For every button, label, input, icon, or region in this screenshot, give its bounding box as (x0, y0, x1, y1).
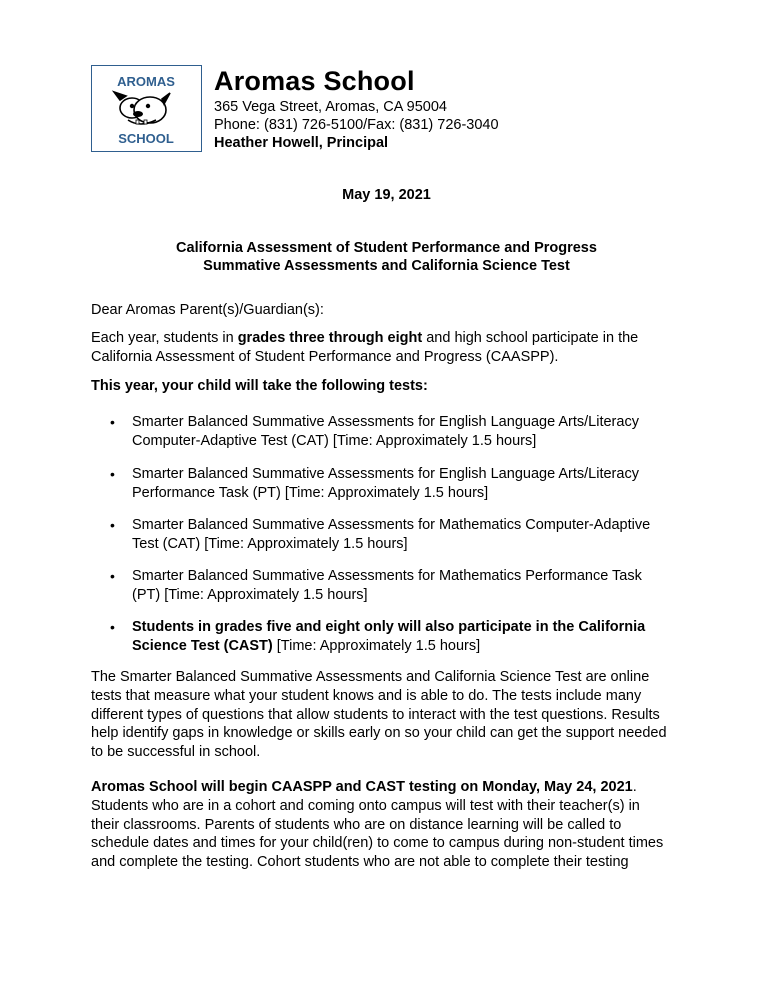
school-logo (91, 65, 202, 152)
intro-line-2: California Assessment of Student Performance and Progress (CAASPP). (91, 348, 559, 365)
list-item-line: Computer-Adaptive Test (CAT) [Time: Approximately 1.5 hours] (132, 432, 537, 449)
list-item-line: Smarter Balanced Summative Assessments for Mathematics Performance Task (132, 568, 642, 584)
paragraph-line: help identify gaps in knowledge or skills early on so your child can get the support needed (91, 725, 667, 742)
principal-title: , Principal (318, 135, 389, 151)
testing-start-emphasis: Aromas School will begin CAASPP and CAST testing on Monday, May 24, 2021 (91, 779, 633, 795)
paragraph-text: . (632, 779, 637, 795)
paragraph-line: The Smarter Balanced Summative Assessments and California Science Test are online (91, 669, 650, 685)
principal-line (214, 134, 388, 152)
school-address: 365 Vega Street, Aromas, CA 95004 (214, 99, 447, 115)
bullet-icon: • (110, 466, 115, 482)
paragraph-line (91, 778, 711, 797)
bulldog-logo-icon (92, 66, 200, 150)
intro-line-1 (91, 329, 711, 348)
cast-emphasis: Science Test (CAST) (132, 637, 273, 654)
intro-text: and high school participate in the (422, 330, 639, 346)
list-item-line: Performance Task (PT) [Time: Approximately 1.5 hours] (132, 484, 489, 501)
intro-paragraph (91, 329, 711, 367)
list-item-line: Students in grades five and eight only will also participate in the California (132, 619, 646, 635)
list-item-line: Smarter Balanced Summative Assessments for English Language Arts/Literacy (132, 466, 639, 482)
principal-name: Heather Howell (214, 135, 319, 151)
paragraph-line: and complete the testing. Cohort students who are not able to complete their testing (91, 854, 629, 871)
school-name: Aromas School (214, 66, 415, 96)
paragraph-line: their classrooms. Parents of students who are on distance learning will be called to (91, 816, 622, 833)
list-item-line (132, 637, 712, 656)
paragraph-line: tests that measure what your student knows and is able to do. The tests include many (91, 687, 642, 704)
bullet-icon: • (110, 517, 115, 533)
testing-schedule-paragraph (91, 778, 711, 872)
list-item-line: (PT) [Time: Approximately 1.5 hours] (132, 586, 368, 603)
paragraph-line: to be successful in school. (91, 744, 261, 761)
list-item-line: Test (CAT) [Time: Approximately 1.5 hours] (132, 535, 408, 552)
bullet-icon: • (110, 619, 115, 635)
intro-text: Each year, students in (91, 330, 238, 346)
paragraph-line: schedule dates and times for your child(ren) to come to campus during non-student times (91, 835, 664, 852)
school-phone-fax: Phone: (831) 726-5100/Fax: (831) 726-3040 (214, 117, 499, 133)
tests-heading-text: This year, your child will take the following tests: (91, 378, 428, 394)
bullet-icon: • (110, 414, 115, 430)
list-item-text: [Time: Approximately 1.5 hours] (272, 637, 481, 654)
letter-title-line-2: Summative Assessments and California Science Test (203, 258, 570, 274)
logo-text-bottom: SCHOOL (118, 131, 174, 146)
paragraph-line: Students who are in a cohort and coming onto campus will test with their teacher(s) in (91, 797, 640, 814)
bullet-icon: • (110, 568, 115, 584)
list-item-line: Smarter Balanced Summative Assessments for Mathematics Computer-Adaptive (132, 517, 651, 533)
paragraph-line: different types of questions that allow students to interact with the test questions. Results (91, 706, 660, 723)
intro-grades-emphasis: grades three through eight (237, 330, 423, 346)
letter-date: May 19, 2021 (342, 187, 431, 203)
greeting-text: Dear Aromas Parent(s)/Guardian(s): (91, 302, 324, 318)
letter-title-line-1: California Assessment of Student Performance and Progress (176, 240, 597, 256)
online-tests-paragraph (91, 668, 711, 762)
greeting (91, 301, 711, 320)
tests-heading (91, 377, 711, 396)
logo-text-top: AROMAS (117, 74, 175, 89)
letter-title (0, 239, 773, 275)
list-item-line: Smarter Balanced Summative Assessments for English Language Arts/Literacy (132, 414, 639, 430)
